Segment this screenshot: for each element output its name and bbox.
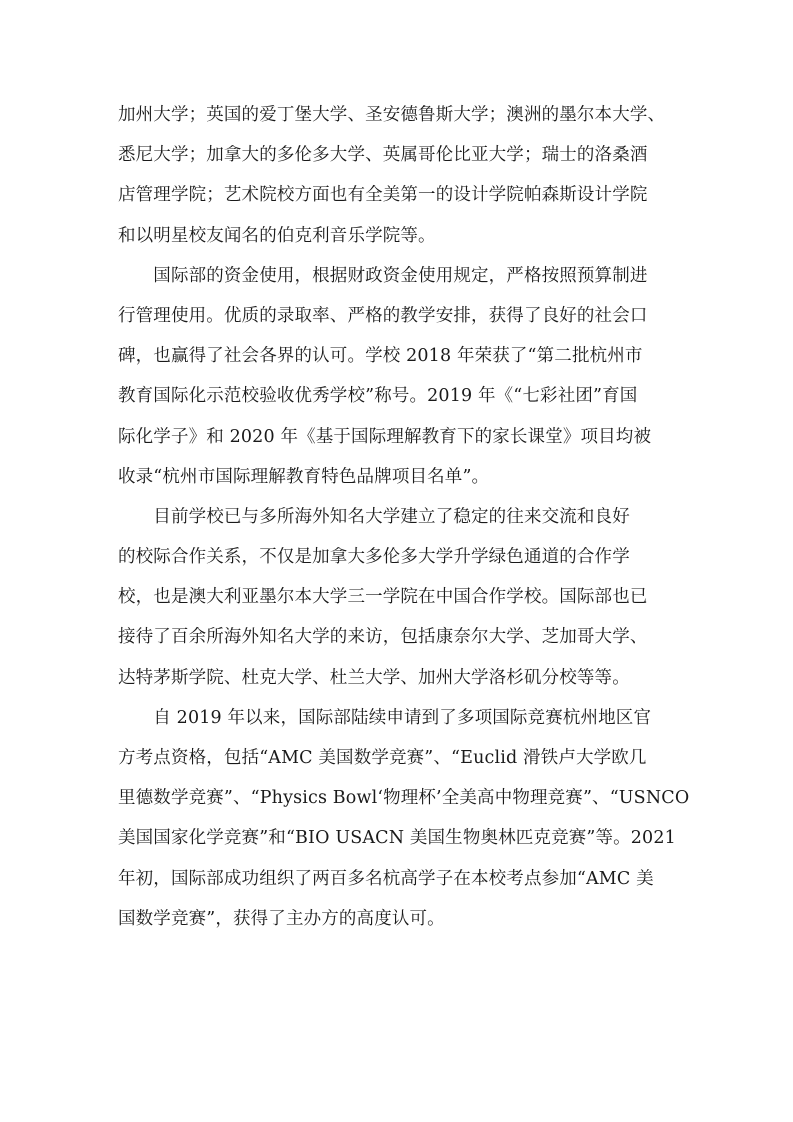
paragraph bbox=[118, 497, 683, 698]
text-line: 行管理使用。优质的录取率、严格的教学安排，获得了良好的社会口 bbox=[118, 305, 648, 326]
text-line: 里德数学竞赛”、“Physics Bowl‘物理杯’全美高中物理竞赛”、“USNCO bbox=[118, 788, 690, 809]
text-line: 国际部的资金使用，根据财政资金使用规定，严格按照预算制进 bbox=[118, 265, 648, 286]
text-line: 自 2019 年以来，国际部陆续申请到了多项国际竞赛杭州地区官 bbox=[118, 707, 652, 728]
text-line: 际化学子》和 2020 年《基于国际理解教育下的家长课堂》项目均被 bbox=[118, 426, 652, 447]
text-line: 教育国际化示范校验收优秀学校”称号。2019 年《“七彩社团”育国 bbox=[118, 386, 638, 407]
text-line: 年初，国际部成功组织了两百多名杭高学子在本校考点参加“AMC 美 bbox=[118, 868, 654, 889]
text-line: 悉尼大学；加拿大的多伦多大学、英属哥伦比亚大学；瑞士的洛桑酒 bbox=[118, 145, 648, 166]
text-line: 加州大学；英国的爱丁堡大学、圣安德鲁斯大学；澳洲的墨尔本大学、 bbox=[118, 105, 666, 125]
text-line: 碑，也赢得了社会各界的认可。学校 2018 年荣获了“第二批杭州市 bbox=[118, 346, 643, 367]
text-line: 方考点资格，包括“AMC 美国数学竞赛”、“Euclid 滑铁卢大学欧几 bbox=[118, 748, 647, 768]
body-text bbox=[118, 95, 690, 939]
text-line: 收录“杭州市国际理解教育特色品牌项目名单”。 bbox=[118, 466, 490, 487]
text-line: 接待了百余所海外知名大学的来访，包括康奈尔大学、芝加哥大学、 bbox=[118, 627, 648, 648]
paragraph bbox=[118, 698, 690, 939]
text-line: 达特茅斯学院、杜克大学、杜兰大学、加州大学洛杉矶分校等等。 bbox=[118, 667, 630, 688]
paragraph bbox=[118, 95, 683, 256]
text-line: 和以明星校友闻名的伯克利音乐学院等。 bbox=[118, 225, 436, 246]
text-line: 店管理学院；艺术院校方面也有全美第一的设计学院帕森斯设计学院 bbox=[118, 185, 648, 206]
text-line: 目前学校已与多所海外知名大学建立了稳定的往来交流和良好 bbox=[118, 506, 630, 527]
text-line: 国数学竞赛”，获得了主办方的高度认可。 bbox=[118, 908, 445, 929]
text-line: 的校际合作关系，不仅是加拿大多伦多大学升学绿色通道的合作学 bbox=[118, 547, 630, 568]
text-line: 校，也是澳大利亚墨尔本大学三一学院在中国合作学校。国际部也已 bbox=[118, 587, 648, 608]
text-line: 美国国家化学竞赛”和“BIO USACN 美国生物奥林匹克竞赛”等。2021 bbox=[118, 828, 676, 849]
paragraph bbox=[118, 256, 683, 497]
